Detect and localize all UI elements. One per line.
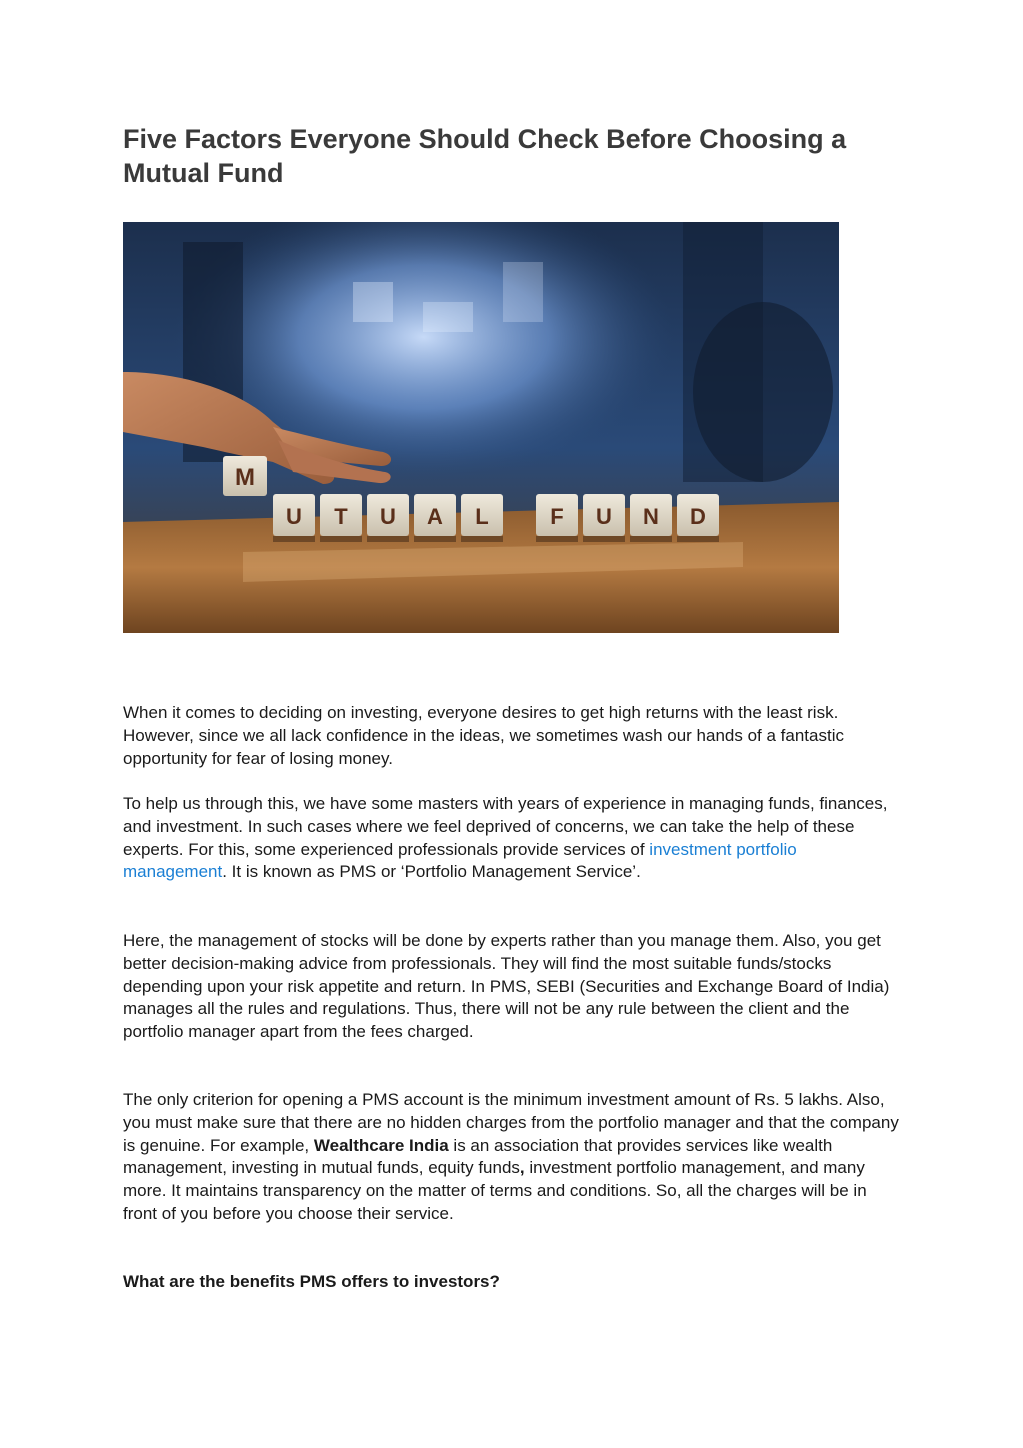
letter-tile [320, 494, 362, 542]
letter-tile [273, 494, 315, 542]
investment-portfolio-management-link[interactable]: investment portfolio management [123, 839, 797, 882]
letter-tile [583, 494, 625, 542]
paragraph-text: To help us through this, we have some masters with years of experience in managing funds, finances, and investment. In such cases where we feel deprived of concerns, we can take the help of these experts. For this, some experienced professionals provide services of [123, 794, 888, 859]
tile-letter: N [643, 504, 659, 529]
paragraph-text: . It is known as PMS or ‘Portfolio Management Service’. [222, 862, 641, 882]
tile-letter: U [286, 504, 302, 529]
letter-tile [536, 494, 578, 542]
paragraph-criteria [123, 1089, 903, 1226]
paragraph-management: Here, the management of stocks will be done by experts rather than you manage them. Also, you get better decision-making advice from professionals. They will find the most suitable funds/stocks depending upon your risk appetite and return. In PMS, SEBI (Securities and Exchange Board of India) manages all the rules and regulations. Thus, there will not be any rule between the client and the portfolio manager apart from the fees charged. [123, 931, 890, 1042]
letter-tile [677, 494, 719, 542]
bold-comma: , [519, 1158, 525, 1178]
tile-letter: T [334, 504, 348, 529]
tile-letter: F [550, 504, 564, 529]
tile-letter: D [690, 504, 706, 529]
paragraph-text: investment portfolio management, and many more. It maintains transparency on the matter of terms and conditions. So, all the charges will be in front of you before you choose their service. [123, 1158, 867, 1223]
paragraph-text: is an association that provides services like wealth management, investing in mutual funds, equity funds [123, 1135, 833, 1178]
paragraph-pms-intro [123, 793, 903, 884]
tile-letter: U [596, 504, 612, 529]
tile-letter: L [475, 504, 489, 529]
paragraph-text: The only criterion for opening a PMS account is the minimum investment amount of Rs. 5 lakhs. Also, you must make sure that there are no hidden charges from the portfolio manager and that the company is genuine. For example, [123, 1090, 899, 1155]
letter-tile [414, 494, 456, 542]
tile-letter: U [380, 504, 396, 529]
page-title: Five Factors Everyone Should Check Before Choosing a Mutual Fund [123, 124, 847, 188]
tile-letter: A [427, 504, 443, 529]
tile-row [273, 494, 719, 542]
tile-m [223, 456, 267, 496]
paragraph-intro: When it comes to deciding on investing, everyone desires to get high returns with the least risk. However, since we all lack confidence in the ideas, we sometimes wash our hands of a fantastic opportunity for fear of losing money. [123, 703, 844, 768]
hero-image [123, 222, 839, 633]
letter-tile [367, 494, 409, 542]
section-subheading: What are the benefits PMS offers to investors? [123, 1272, 500, 1291]
letter-tile [630, 494, 672, 542]
tile-letter: M [235, 464, 255, 491]
letter-tile [461, 494, 503, 542]
company-name: Wealthcare India [313, 1135, 449, 1155]
